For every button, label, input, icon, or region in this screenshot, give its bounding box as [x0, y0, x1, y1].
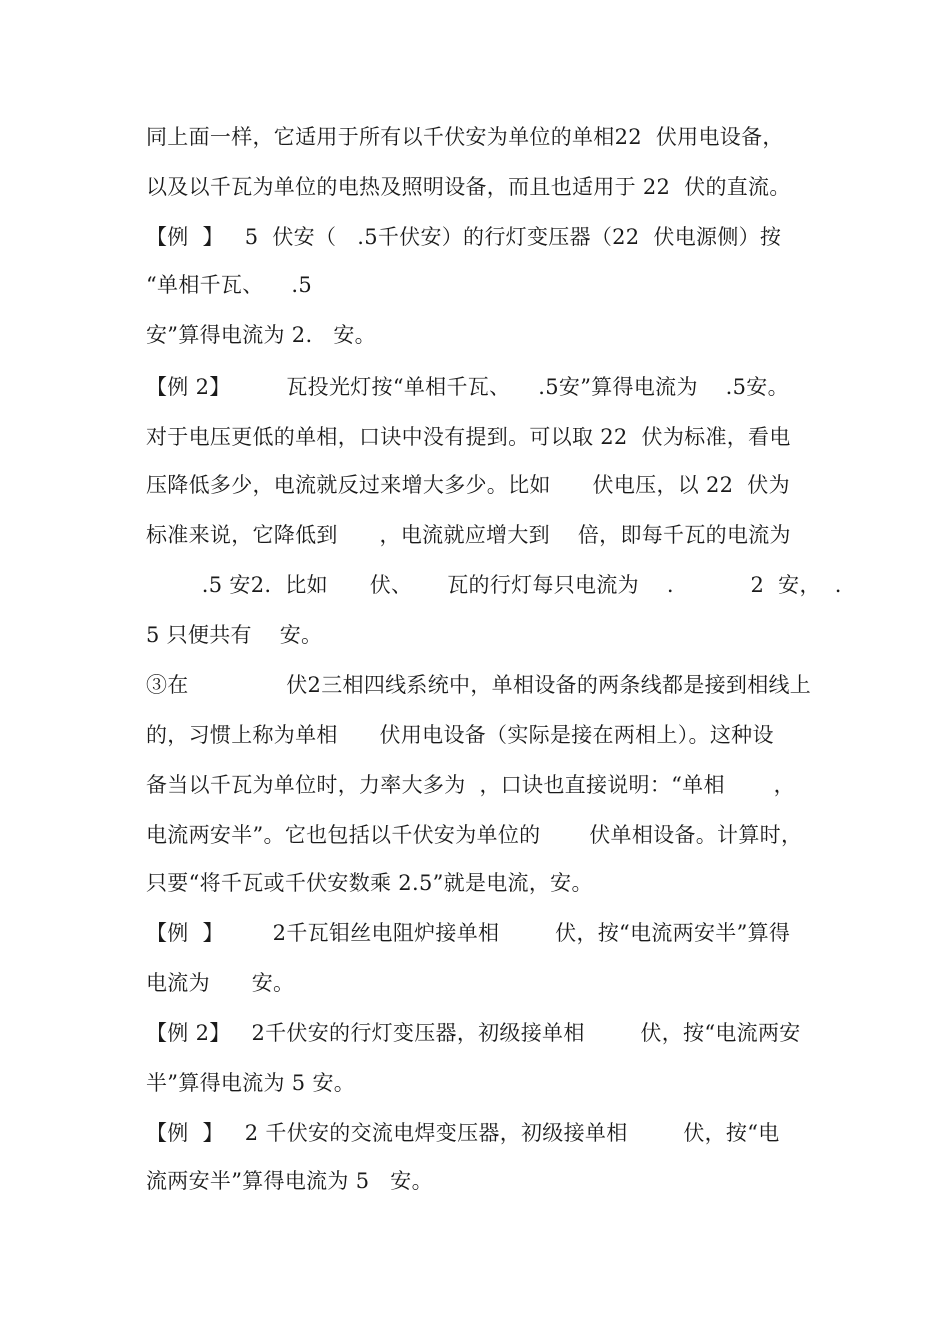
text-line: 备当以千瓦为单位时，力率大多为 ，口诀也直接说明：“单相 ，	[146, 773, 795, 797]
text-line: .5 安2. 比如 伏、 瓦的行灯每只电流为 . 2 安， .	[146, 573, 842, 597]
text-line: 【例 2】 2千伏安的行灯变压器，初级接单相 伏，按“电流两安	[146, 1021, 801, 1045]
text-line: 安”算得电流为 2. 安。	[146, 323, 376, 347]
text-line: 半”算得电流为 5 安。	[146, 1071, 356, 1095]
text-line: 流两安半”算得电流为 5 安。	[146, 1169, 433, 1193]
text-line: 电流为 安。	[146, 971, 295, 995]
text-line: 只要“将千瓦或千伏安数乘 2.5”就是电流，安。	[146, 871, 593, 895]
text-line: 标准来说，它降低到 ，电流就应增大到 倍，即每千瓦的电流为	[146, 523, 791, 547]
text-line: 5 只便共有 安。	[146, 623, 323, 647]
text-line: 对于电压更低的单相，口诀中没有提到。可以取 22 伏为标准，看电	[146, 425, 791, 449]
text-line: “单相千瓦、 .5	[146, 273, 313, 297]
text-line: 压降低多少，电流就反过来增大多少。比如 伏电压，以 22 伏为	[146, 473, 790, 497]
text-line: 【例 】 2 千伏安的交流电焊变压器，初级接单相 伏，按“电	[146, 1121, 780, 1145]
text-line: 同上面一样，它适用于所有以千伏安为单位的单相22 伏用电设备，	[146, 125, 784, 149]
text-line: 的，习惯上称为单相 伏用电设备（实际是接在两相上）。这种设	[146, 723, 774, 747]
text-line: ③在 伏2三相四线系统中，单相设备的两条线都是接到相线上	[146, 673, 812, 697]
text-line: 【例 】 5 伏安（ .5千伏安）的行灯变压器（22 伏电源侧）按	[146, 225, 782, 249]
text-line: 以及以千瓦为单位的电热及照明设备，而且也适用于 22 伏的直流。	[146, 175, 791, 199]
text-line: 【例 2】 瓦投光灯按“单相千瓦、 .5安”算得电流为 .5安。	[146, 375, 789, 399]
text-line: 【例 】 2千瓦钼丝电阻炉接单相 伏，按“电流两安半”算得	[146, 921, 791, 945]
text-line: 电流两安半”。它也包括以千伏安为单位的 伏单相设备。计算时，	[146, 823, 803, 847]
